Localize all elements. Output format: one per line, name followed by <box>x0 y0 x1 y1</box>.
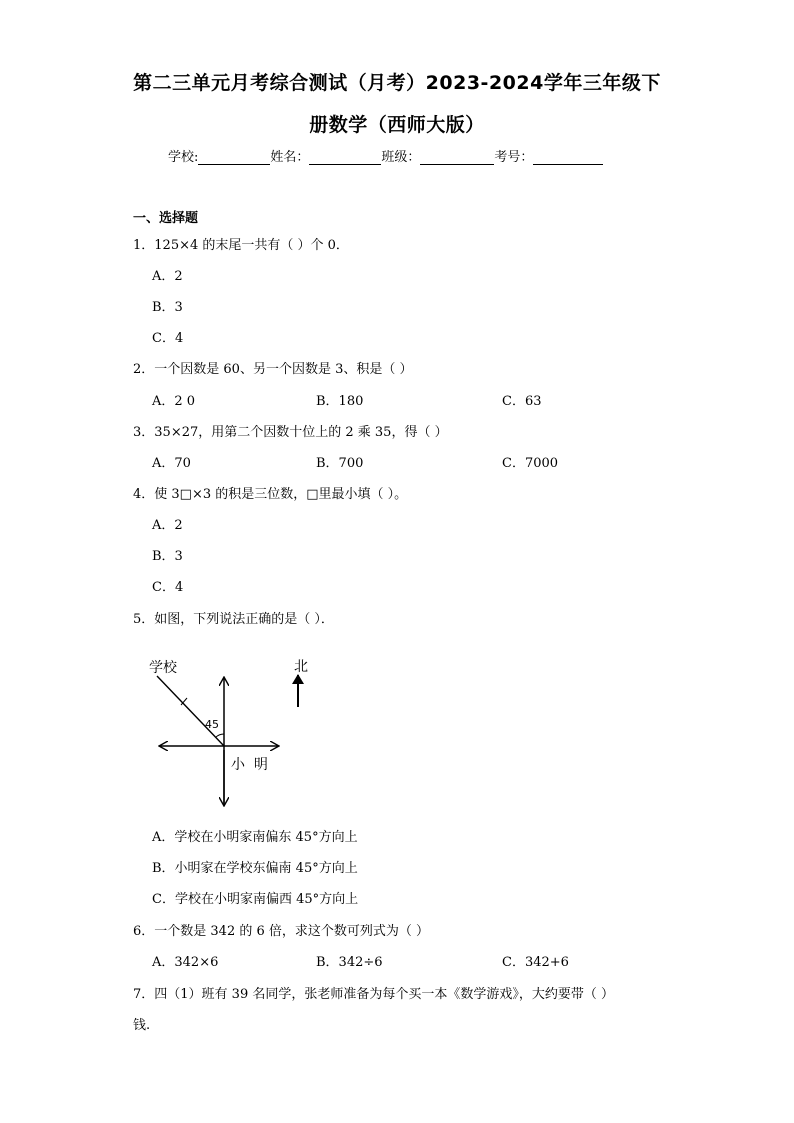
question-5-option-b[interactable]: B．小明家在学校东偏南 45°方向上 <box>152 861 358 876</box>
question-2-option-b[interactable]: B．180 <box>316 394 364 409</box>
school-label: 学校: <box>168 150 199 165</box>
question-5-option-a[interactable]: A．学校在小明家南偏东 45°方向上 <box>152 830 358 845</box>
section-title: 一、选择题 <box>133 211 199 226</box>
question-4-option-b[interactable]: B．3 <box>152 549 183 564</box>
question-4-option-c[interactable]: C．4 <box>152 580 184 595</box>
question-7-stem-continued: 钱. <box>133 1018 151 1033</box>
question-1-stem: 1．125×4 的末尾一共有（ ）个 0． <box>133 238 349 253</box>
class-blank[interactable] <box>420 150 494 165</box>
question-5-stem: 5．如图，下列说法正确的是（ ）． <box>133 612 334 627</box>
question-4-stem: 4．使 3□×3 的积是三位数，□里最小填（ ）。 <box>133 487 408 502</box>
question-3-option-c[interactable]: C．7000 <box>502 456 559 471</box>
question-6-option-a[interactable]: A．342×6 <box>152 955 219 970</box>
question-2-option-a[interactable]: A．2 0 <box>152 394 196 409</box>
xiaoming-home-label: 小 明 <box>231 757 268 773</box>
question-6-option-b[interactable]: B．342÷6 <box>316 955 383 970</box>
school-label: 学校 <box>149 660 177 676</box>
question-2-stem: 2．一个因数是 60、另一个因数是 3、积是（ ） <box>133 362 413 377</box>
id-blank[interactable] <box>533 150 603 165</box>
north-label: 北 <box>294 659 308 675</box>
question-1-option-b[interactable]: B．3 <box>152 300 183 315</box>
class-label: 班级： <box>381 150 421 165</box>
question-4-option-a[interactable]: A．2 <box>152 518 183 533</box>
direction-diagram <box>145 650 308 810</box>
question-7-stem: 7．四（1）班有 39 名同学，张老师准备为每个买一本《数学游戏》，大约要带（ ） <box>133 987 614 1002</box>
name-label: 姓名： <box>270 150 310 165</box>
school-blank[interactable] <box>198 150 270 165</box>
question-1-option-a[interactable]: A．2 <box>152 269 183 284</box>
question-2-option-c[interactable]: C．63 <box>502 394 542 409</box>
question-6-stem: 6．一个数是 342 的 6 倍，求这个数可列式为（ ） <box>133 924 430 939</box>
exam-title-line1: 第二三单元月考综合测试（月考）2023-2024学年三年级下 <box>133 72 661 94</box>
question-5-option-c[interactable]: C．学校在小明家南偏西 45°方向上 <box>152 892 359 907</box>
angle-label: 45 <box>205 718 219 731</box>
question-3-option-a[interactable]: A．70 <box>152 456 191 471</box>
question-3-stem: 3．35×27，用第二个因数十位上的 2 乘 35，得（ ） <box>133 425 448 440</box>
id-label: 考号： <box>494 150 534 165</box>
exam-title-line2: 册数学（西师大版） <box>309 114 485 136</box>
question-1-option-c[interactable]: C．4 <box>152 331 184 346</box>
student-info-row <box>168 146 603 165</box>
name-blank[interactable] <box>309 150 381 165</box>
question-3-option-b[interactable]: B．700 <box>316 456 364 471</box>
angle-arc <box>216 734 225 738</box>
question-6-option-c[interactable]: C．342+6 <box>502 955 569 970</box>
school-direction-line <box>157 676 224 746</box>
